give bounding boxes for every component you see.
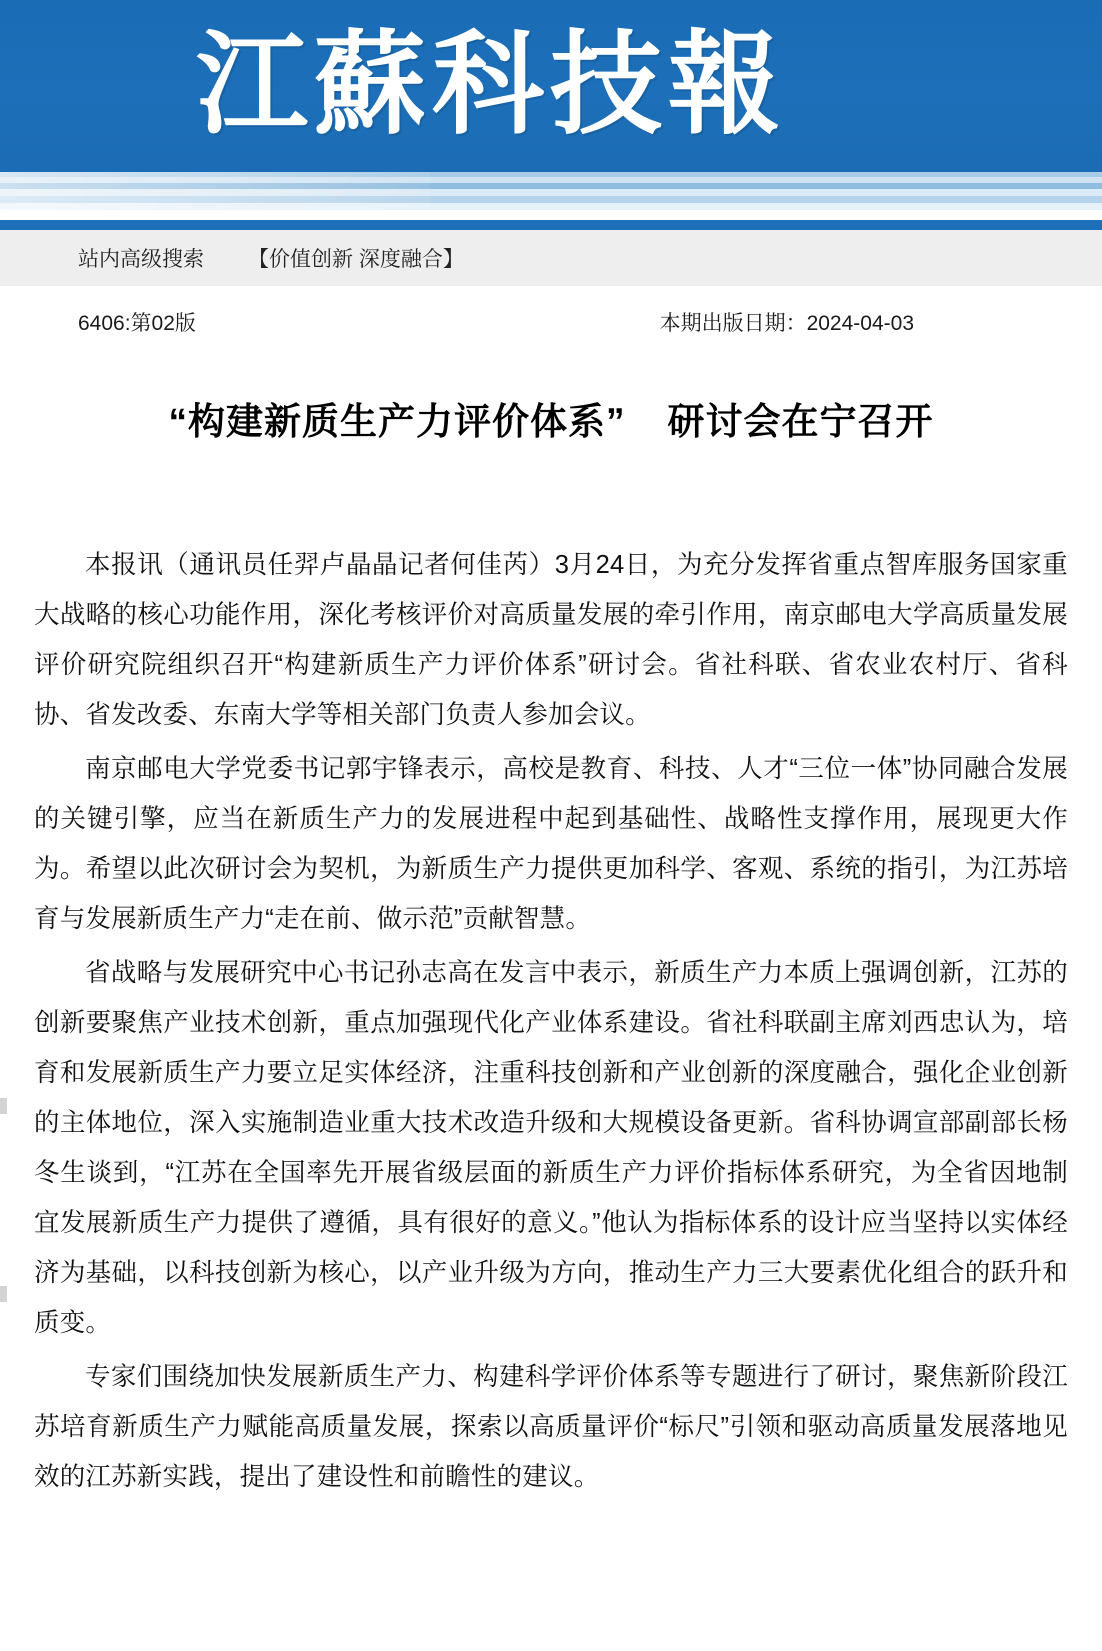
page-title: [34, 396, 1068, 448]
site-slogan: 【价值创新 深度融合】: [248, 248, 464, 271]
issue-edition-label: 6406:第02版: [78, 312, 196, 335]
page-edge-artifact: [0, 1098, 7, 1114]
article-container: [0, 358, 1102, 1546]
masthead-banner: [0, 0, 1102, 172]
issue-publish-date-value: 2024-04-03: [806, 312, 914, 335]
page-edge-artifact: [0, 1286, 7, 1302]
article-paragraph: 南京邮电大学党委书记郭宇锋表示，高校是教育、科技、人才“三位一体”协同融合发展的关键引擎，应当在新质生产力的发展进程中起到基础性、战略性支撑作用，展现更大作为。希望以此次研讨会为契机，为新质生产力提供更加科学、客观、系统的指引，为江苏培育与发展新质生产力“走在前、做示范”贡献智慧。: [34, 754, 1068, 933]
newspaper-logo-title: 江蘇科技報: [196, 19, 786, 150]
issue-info-row: [0, 286, 1102, 358]
issue-publish-date-label: 本期出版日期：: [659, 312, 807, 335]
advanced-search-link[interactable]: 站内高级搜索: [78, 248, 204, 271]
article-body: [34, 540, 1068, 1502]
search-bar: [0, 230, 1102, 286]
article-paragraph: 省战略与发展研究中心书记孙志高在发言中表示，新质生产力本质上强调创新，江苏的创新要聚焦产业技术创新，重点加强现代化产业体系建设。省社科联副主席刘西忠认为，培育和发展新质生产力要立足实体经济，注重科技创新和产业创新的深度融合，强化企业创新的主体地位，深入实施制造业重大技术改造升级和大规模设备更新。省科协调宣部副部长杨冬生谈到，“江苏在全国率先开展省级层面的新质生产力评价指标体系研究，为全省因地制宜发展新质生产力提供了遵循，具有很好的意义。”他认为指标体系的设计应当坚持以实体经济为基础，以科技创新为核心，以产业升级为方向，推动生产力三大要素优化组合的跃升和质变。: [34, 958, 1068, 1337]
article-paragraph: 专家们围绕加快发展新质生产力、构建科学评价体系等专题进行了研讨，聚焦新阶段江苏培育新质生产力赋能高质量发展，探索以高质量评价“标尺”引领和驱动高质量发展落地见效的江苏新实践，提出了建设性和前瞻性的建议。: [34, 1362, 1068, 1491]
issue-publish-date: [660, 307, 1024, 337]
headline-trailing-part: 研讨会在宁召开: [667, 401, 934, 442]
masthead-stripe-decoration: [0, 172, 1102, 220]
headline-quoted-part: “构建新质生产力评价体系”: [168, 401, 626, 442]
article-paragraph: 本报讯（通讯员任羿卢晶晶记者何佳芮）3月24日，为充分发挥省重点智库服务国家重大战略的核心功能作用，深化考核评价对高质量发展的牵引作用，南京邮电大学高质量发展评价研究院组织召开“构建新质生产力评价体系”研讨会。省社科联、省农业农村厅、省科协、省发改委、东南大学等相关部门负责人参加会议。: [34, 550, 1068, 729]
